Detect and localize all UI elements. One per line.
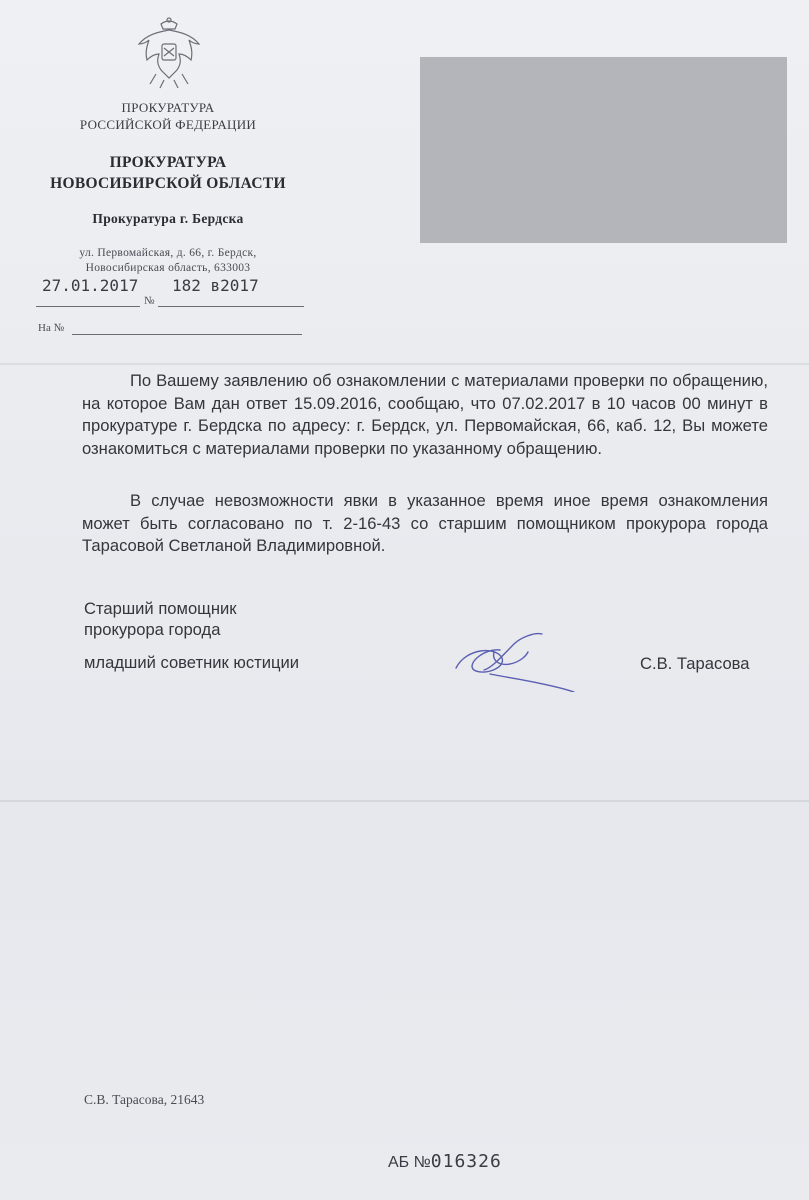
address <box>44 246 292 276</box>
form-serial <box>388 1151 502 1172</box>
handwritten-signature <box>450 630 580 692</box>
body-paragraph <box>82 370 768 460</box>
paragraph-text: В случае невозможности явки в указанное время иное время ознакомления может быть согласовано по т. 2-16-43 со старшим помощником прокурора города Тарасовой Светланой Владимировной. <box>82 491 768 555</box>
body-paragraph <box>82 490 768 558</box>
letter-number: 182 в2017 <box>172 276 259 295</box>
signer-position <box>84 598 237 640</box>
serial-prefix: АБ № <box>388 1154 431 1171</box>
date-line <box>36 306 140 307</box>
number-sign: № <box>144 295 155 307</box>
coat-of-arms-emblem-icon <box>134 14 204 90</box>
paragraph-text: По Вашему заявлению об ознакомлении с материалами проверки по обращению, на которое Вам дан ответ 15.09.2016, сообщаю, что 07.02.2017 в 10 часов 00 минут в прокуратуре г. Бердска по адресу: г. Бердск, ул. Первомайская, 66, каб. 12, Вы можете ознакомиться с материалами проверки по указанному обращению. <box>82 371 768 458</box>
address-line: ул. Первомайская, д. 66, г. Бердск, <box>79 247 257 259</box>
organization-title <box>30 152 306 194</box>
fold-line <box>0 363 809 365</box>
address-line: Новосибирская область, 633003 <box>85 262 251 274</box>
org-line: ПРОКУРАТУРА <box>109 154 227 171</box>
redacted-recipient-block <box>420 57 787 243</box>
reference-label: На № <box>38 322 65 334</box>
branch-name: Прокуратура г. Бердска <box>92 211 244 226</box>
header-line: ПРОКУРАТУРА <box>121 100 215 115</box>
header-line: РОССИЙСКОЙ ФЕДЕРАЦИИ <box>79 117 257 132</box>
position-line: Старший помощник <box>84 599 237 618</box>
letter-date: 27.01.2017 <box>42 276 139 295</box>
reference-line <box>72 334 302 335</box>
signer-rank: младший советник юстиции <box>84 653 300 672</box>
fold-line <box>0 800 809 802</box>
position-line: прокурора города <box>84 620 221 639</box>
ministry-header <box>60 99 276 133</box>
executor-info: С.В. Тарасова, 21643 <box>84 1092 205 1107</box>
signer-name: С.В. Тарасова <box>640 654 750 673</box>
serial-number: 016326 <box>430 1151 502 1172</box>
org-line: НОВОСИБИРСКОЙ ОБЛАСТИ <box>50 175 286 192</box>
number-line <box>158 306 304 307</box>
